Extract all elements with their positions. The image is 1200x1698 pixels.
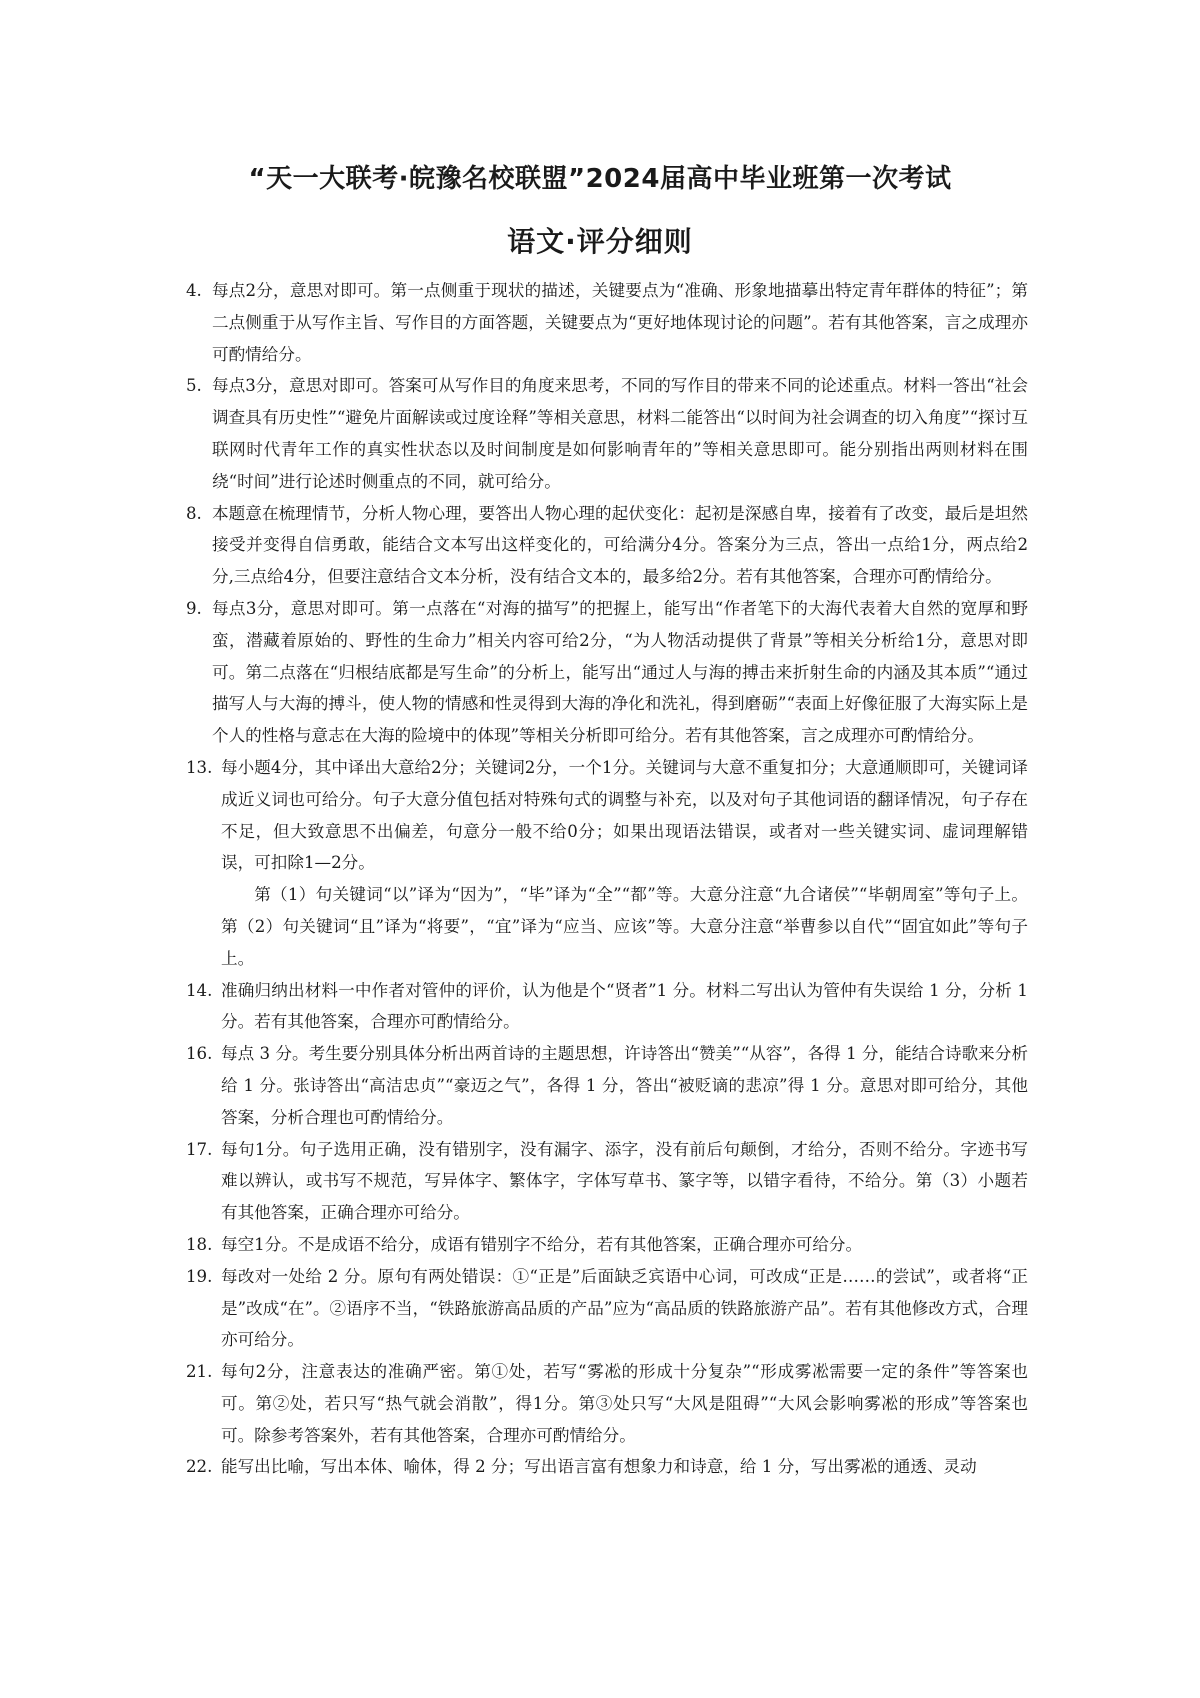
item-number: 17. (186, 1139, 213, 1159)
list-item (186, 1451, 1028, 1483)
item-number: 14. (186, 980, 213, 1000)
item-text: 本题意在梳理情节，分析人物心理，要答出人物心理的起伏变化：起初是深感自卑，接着有了改变，最后是坦然接受并变得自信勇敢，能结合文本写出这样变化的，可给满分4分。答案分为三点，答出一点给1分，两点给2分,三点给4分，但要注意结合文本分析，没有结合文本的，最多给2分。若有其他答案，合理亦可酌情给分。 (212, 503, 1028, 587)
list-item (186, 275, 1028, 370)
item-number: 18. (186, 1234, 213, 1254)
list-item (186, 752, 1028, 879)
list-item (186, 1229, 1028, 1261)
item-number: 16. (186, 1044, 213, 1064)
list-item (186, 1038, 1028, 1133)
list-item (186, 1134, 1028, 1229)
item-number: 4. (186, 281, 202, 300)
item-text: 能写出比喻，写出本体、喻体，得 2 分；写出语言富有想象力和诗意，给 1 分，写出雾凇的通透、灵动 (221, 1457, 977, 1477)
item-text: 每点3分，意思对即可。第一点落在“对海的描写”的把握上，能写出“作者笔下的大海代表着大自然的宽厚和野蛮，潜藏着原始的、野性的生命力”相关内容可给2分，“为人物活动提供了背景”等相关分析给1分，意思对即可。第二点落在“归根结底都是写生命”的分析上，能写出“通过人与海的搏击来折射生命的内涵及其本质”“通过描写人与大海的搏斗，使人物的情感和性灵得到大海的净化和洗礼，得到磨砺”“表面上好像征服了大海实际上是个人的性格与意志在大海的险境中的体现”等相关分析即可给分。若有其他答案，言之成理亦可酌情给分。 (212, 598, 1028, 746)
item-number: 22. (186, 1457, 213, 1477)
item-text: 每点3分，意思对即可。答案可从写作目的角度来思考，不同的写作目的带来不同的论述重点。材料一答出“社会调查具有历史性”“避免片面解读或过度诠释”等相关意思，材料二能答出“以时间为社会调查的切入角度”“探讨互联网时代青年工作的真实性状态以及时间制度是如何影响青年的”等相关意思即可。能分别指出两则材料在围绕“时间”进行论述时侧重点的不同，就可给分。 (212, 376, 1028, 491)
list-item (186, 975, 1028, 1039)
item-number: 21. (186, 1362, 213, 1382)
item-number: 9. (186, 598, 202, 618)
item-text: 每点 3 分。考生要分别具体分析出两首诗的主题思想，许诗答出“赞美”“从容”，各得 1 分，能结合诗歌来分析给 1 分。张诗答出“高洁忠贞”“豪迈之气”，各得 1 分，答出“被贬谪的悲凉”得 1 分。意思对即可给分，其他答案，分析合理也可酌情给分。 (221, 1044, 1028, 1127)
item-text: 每句2分，注意表达的准确严密。第①处，若写“雾凇的形成十分复杂”“形成雾凇需要一定的条件”等答案也可。第②处，若只写“热气就会消散”，得1分。第③处只写“大风是阻碍”“大风会影响雾凇的形成”等答案也可。除参考答案外，若有其他答案，合理亦可酌情给分。 (221, 1362, 1028, 1445)
item-text: 每空1分。不是成语不给分，成语有错别字不给分，若有其他答案，正确合理亦可给分。 (221, 1234, 863, 1254)
list-item (186, 1356, 1028, 1451)
item-text: 每句1分。句子选用正确，没有错别字，没有漏字、添字，没有前后句颠倒，才给分，否则不给分。字迹书写难以辨认，或书写不规范，写异体字、繁体字，字体写草书、篆字等，以错字看待，不给分。第（3）小题若有其他答案，正确合理亦可给分。 (221, 1139, 1028, 1223)
item-text: 每点2分，意思对即可。第一点侧重于现状的描述，关键要点为“准确、形象地描摹出特定青年群体的特征”；第二点侧重于从写作主旨、写作目的方面答题，关键要点为“更好地体现讨论的问题”。若有其他答案，言之成理亦可酌情给分。 (212, 281, 1028, 364)
list-item (186, 593, 1028, 752)
item-number: 13. (186, 757, 213, 777)
list-item (186, 1261, 1028, 1356)
item-extra-paragraph: 第（1）句关键词“以”译为“因为”，“毕”译为“全”“都”等。大意分注意“九合诸侯”“毕朝周室”等句子上。第（2）句关键词“且”译为“将要”，“宜”译为“应当、应该”等。大意分注意“举曹参以自代”“固宜如此”等句子上。 (221, 885, 1028, 968)
item-text: 准确归纳出材料一中作者对管仲的评价，认为他是个“贤者”1 分。材料二写出认为管仲有失误给 1 分，分析 1 分。若有其他答案，合理亦可酌情给分。 (221, 980, 1028, 1032)
list-item (186, 370, 1028, 497)
list-item (186, 498, 1028, 593)
document-title: “天一大联考·皖豫名校联盟”2024届高中毕业班第一次考试 (248, 164, 952, 194)
item-number: 5. (186, 376, 202, 396)
item-text: 每小题4分，其中译出大意给2分；关键词2分，一个1分。关键词与大意不重复扣分；大意通顺即可，关键词译成近义词也可给分。句子大意分值包括对特殊句式的调整与补充，以及对句子其他词语的翻译情况，句子存在不足，但大致意思不出偏差，句意分一般不给0分；如果出现语法错误，或者对一些关键实词、虚词理解错误，可扣除1—2分。 (221, 757, 1028, 873)
item-number: 8. (186, 503, 202, 523)
document-subtitle: 语文·评分细则 (507, 225, 693, 258)
item-number: 19. (186, 1266, 213, 1286)
item-text: 每改对一处给 2 分。原句有两处错误：①“正是”后面缺乏宾语中心词，可改成“正是……的尝试”，或者将“正是”改成“在”。②语序不当，“铁路旅游高品质的产品”应为“高品质的铁路旅游产品”。若有其他修改方式，合理亦可给分。 (221, 1266, 1028, 1350)
scoring-rules-list (186, 275, 1028, 1483)
